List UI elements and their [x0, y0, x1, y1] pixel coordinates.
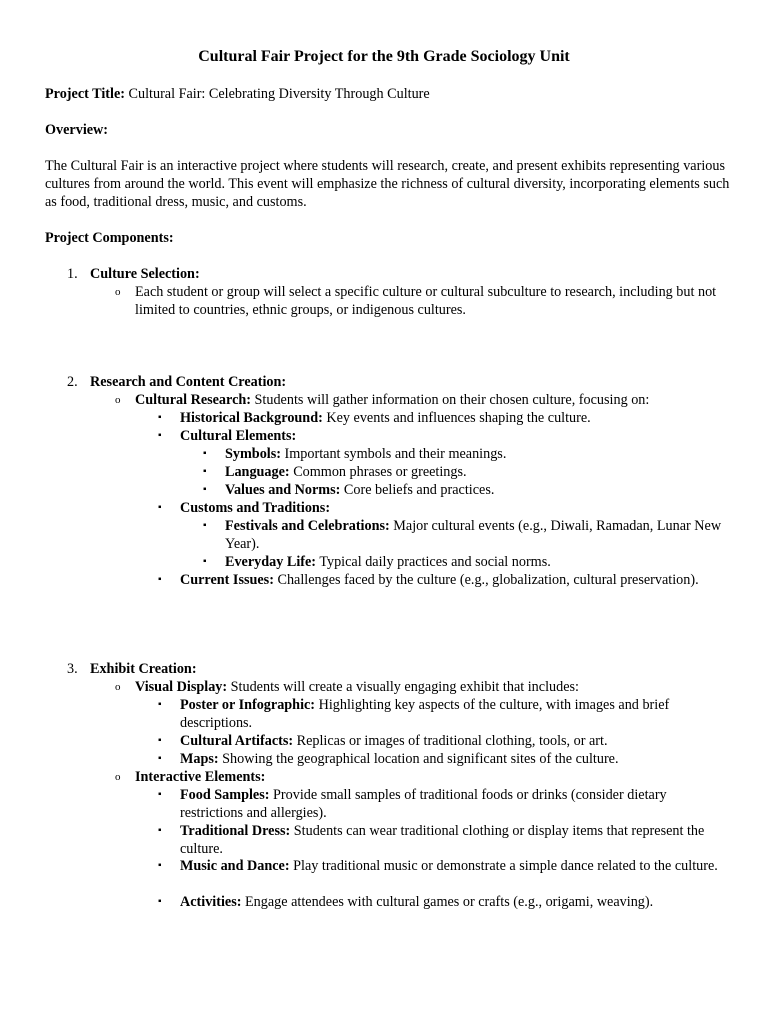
item-label: Interactive Elements: — [135, 769, 266, 785]
components-heading: Project Components: — [45, 230, 174, 246]
item-text: Students will gather information on their chosen culture, focusing on: — [250, 392, 650, 408]
item-label: Symbols: — [225, 446, 281, 462]
item-label: Current Issues: — [180, 572, 274, 588]
list-item — [180, 427, 725, 445]
item-label: Maps: — [180, 751, 219, 767]
list-item — [180, 893, 725, 911]
item-text: Important symbols and their meanings. — [280, 446, 507, 462]
item-text: Replicas or images of traditional clothing, tools, or art. — [293, 733, 608, 749]
square-bullet-icon: ▪ — [203, 520, 207, 531]
section-3-title: Exhibit Creation: — [90, 661, 197, 677]
item-text: Each student or group will select a specific culture or cultural subculture to research, including but not limited to countries, ethnic groups, or indigenous cultures. — [135, 284, 717, 318]
circle-bullet-icon: o — [115, 394, 121, 406]
project-title-label: Project Title: — [45, 86, 125, 102]
item-label: Values and Norms: — [225, 482, 341, 498]
item-label: Festivals and Celebrations: — [225, 518, 390, 534]
item-text: Typical daily practices and social norms. — [316, 554, 551, 570]
list-item — [135, 283, 725, 319]
list-item — [225, 481, 725, 499]
circle-bullet-icon: o — [115, 681, 121, 693]
section-2-number: 2. — [67, 374, 78, 390]
list-item — [225, 553, 725, 571]
item-label: Cultural Research: — [135, 392, 251, 408]
item-label: Customs and Traditions: — [180, 500, 331, 516]
item-text: Key events and influences shaping the culture. — [322, 410, 591, 426]
item-text: Major cultural events (e.g., Diwali, Ramadan, Lunar New Year). — [225, 518, 722, 552]
list-item — [180, 409, 725, 427]
item-label: Language: — [225, 464, 290, 480]
project-title-line — [45, 85, 735, 103]
square-bullet-icon: ▪ — [158, 825, 162, 836]
document-title: Cultural Fair Project for the 9th Grade Sociology Unit — [198, 48, 570, 65]
square-bullet-icon: ▪ — [203, 448, 207, 459]
item-label: Poster or Infographic: — [180, 697, 316, 713]
square-bullet-icon: ▪ — [158, 860, 162, 871]
square-bullet-icon: ▪ — [158, 735, 162, 746]
item-label: Visual Display: — [135, 679, 228, 695]
circle-bullet-icon: o — [115, 771, 121, 783]
square-bullet-icon: ▪ — [158, 412, 162, 423]
item-text: Highlighting key aspects of the culture, with images and brief descriptions. — [180, 697, 670, 731]
list-item — [180, 786, 725, 822]
project-title-text: Cultural Fair: Celebrating Diversity Through Culture — [124, 86, 430, 102]
item-label: Everyday Life: — [225, 554, 317, 570]
list-item — [225, 445, 725, 463]
square-bullet-icon: ▪ — [158, 699, 162, 710]
square-bullet-icon: ▪ — [203, 556, 207, 567]
square-bullet-icon: ▪ — [158, 574, 162, 585]
list-item — [225, 517, 725, 553]
item-text: Play traditional music or demonstrate a simple dance related to the culture. — [289, 858, 718, 874]
square-bullet-icon: ▪ — [158, 502, 162, 513]
item-text: Students will create a visually engaging exhibit that includes: — [227, 679, 579, 695]
section-1-number: 1. — [67, 266, 78, 282]
item-text: Core beliefs and practices. — [340, 482, 495, 498]
item-label: Food Samples: — [180, 787, 270, 803]
item-text: Provide small samples of traditional foods or drinks (consider dietary restrictions and allergies). — [180, 787, 667, 821]
overview-heading: Overview: — [45, 122, 109, 138]
item-text: Challenges faced by the culture (e.g., globalization, cultural preservation). — [273, 572, 699, 588]
list-item — [180, 499, 725, 517]
square-bullet-icon: ▪ — [203, 466, 207, 477]
item-label: Music and Dance: — [180, 858, 290, 874]
list-item — [225, 463, 725, 481]
item-text: Showing the geographical location and significant sites of the culture. — [218, 751, 619, 767]
list-item — [180, 696, 725, 732]
list-item — [135, 678, 725, 696]
item-label: Activities: — [180, 894, 242, 910]
overview-paragraph: The Cultural Fair is an interactive project where students will research, create, and present exhibits representing various cultures from around the world. This event will emphasize the richness of cultural diversity, incorporating elements such as food, traditional dress, music, and customs. — [45, 158, 730, 210]
item-text: Common phrases or greetings. — [289, 464, 467, 480]
square-bullet-icon: ▪ — [158, 896, 162, 907]
list-item — [180, 571, 725, 589]
item-label: Cultural Artifacts: — [180, 733, 294, 749]
list-item — [180, 822, 725, 858]
square-bullet-icon: ▪ — [158, 753, 162, 764]
square-bullet-icon: ▪ — [158, 789, 162, 800]
item-label: Cultural Elements: — [180, 428, 297, 444]
item-label: Historical Background: — [180, 410, 323, 426]
item-text: Students can wear traditional clothing or display items that represent the culture. — [180, 823, 705, 857]
list-item — [180, 750, 725, 768]
item-label: Traditional Dress: — [180, 823, 291, 839]
square-bullet-icon: ▪ — [158, 430, 162, 441]
list-item — [135, 768, 725, 786]
list-item — [180, 857, 725, 875]
list-item — [135, 391, 725, 409]
list-item — [180, 732, 725, 750]
square-bullet-icon: ▪ — [203, 484, 207, 495]
section-2-title: Research and Content Creation: — [90, 374, 287, 390]
circle-bullet-icon: o — [115, 286, 121, 298]
section-3-number: 3. — [67, 661, 78, 677]
item-text: Engage attendees with cultural games or crafts (e.g., origami, weaving). — [241, 894, 654, 910]
section-1-title: Culture Selection: — [90, 266, 200, 282]
